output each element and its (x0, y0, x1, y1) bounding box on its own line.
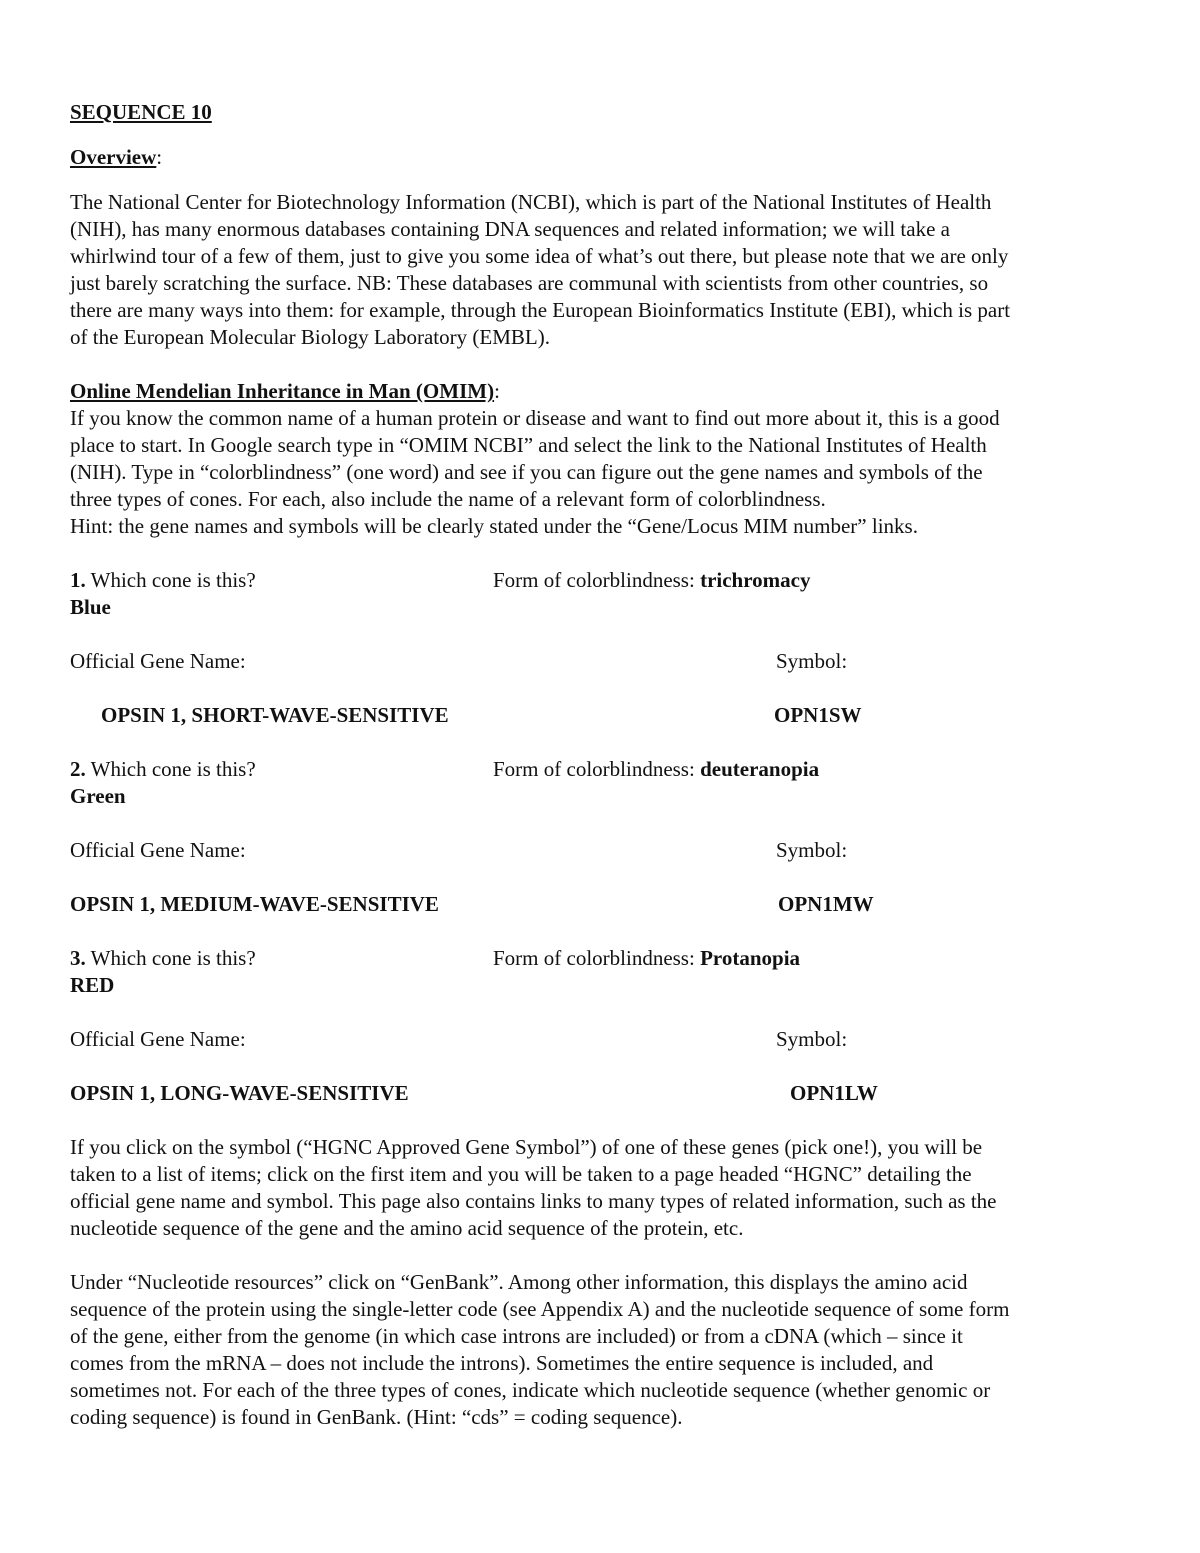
gene-name-label: Official Gene Name: (70, 838, 246, 862)
question-number: 2. (70, 757, 86, 781)
question-prompt (70, 567, 256, 594)
overview-line: (NIH), has many enormous databases containing DNA sequences and related information; we will take a (70, 217, 950, 241)
colorblindness-field (493, 945, 800, 972)
genbank-paragraph (70, 1269, 1135, 1431)
overview-line: whirlwind tour of a few of them, just to give you some idea of what’s out there, but please note that we are only (70, 244, 1009, 268)
question-number: 3. (70, 946, 86, 970)
genbank-line: comes from the mRNA – does not include the introns). Sometimes the entire sequence is included, and (70, 1351, 934, 1375)
hgnc-line: taken to a list of items; click on the first item and you will be taken to a page headed “HGNC” detailing the (70, 1162, 972, 1186)
question-row (70, 945, 1135, 972)
symbol-label: Symbol: (776, 838, 848, 862)
overview-paragraph (70, 189, 1135, 351)
overview-line: there are many ways into them: for example, through the European Bioinformatics Institute (EBI), which is part (70, 298, 1011, 322)
question-number: 1. (70, 568, 86, 592)
gene-answer-row (70, 891, 1135, 918)
omim-heading (70, 378, 1135, 405)
colorblindness-answer: trichromacy (700, 568, 811, 592)
gene-answer-row (70, 702, 1135, 729)
colorblindness-label: Form of colorblindness: (493, 757, 701, 781)
question-row (70, 756, 1135, 783)
gene-label-row (70, 648, 1135, 675)
gene-label-row (70, 1026, 1135, 1053)
colorblindness-label: Form of colorblindness: (493, 568, 701, 592)
genbank-line: Under “Nucleotide resources” click on “GenBank”. Among other information, this displays the amino acid (70, 1270, 968, 1294)
omim-line: place to start. In Google search type in “OMIM NCBI” and select the link to the National Institutes of Health (70, 433, 987, 457)
question-prompt (70, 945, 256, 972)
cone-answer: RED (70, 973, 115, 997)
colorblindness-answer: deuteranopia (700, 757, 820, 781)
overview-heading (70, 144, 1135, 171)
gene-name-answer: OPSIN 1, LONG-WAVE-SENSITIVE (70, 1081, 409, 1105)
omim-line: If you know the common name of a human protein or disease and want to find out more about it, this is a good (70, 406, 1000, 430)
hgnc-line: If you click on the symbol (“HGNC Approved Gene Symbol”) of one of these genes (pick one!), you will be (70, 1135, 983, 1159)
symbol-label: Symbol: (776, 1027, 848, 1051)
genbank-line: of the gene, either from the genome (in which case introns are included) or from a cDNA (which – since it (70, 1324, 963, 1348)
overview-line: just barely scratching the surface. NB: These databases are communal with scientists from other countries, so (70, 271, 989, 295)
omim-line: Hint: the gene names and symbols will be clearly stated under the “Gene/Locus MIM number” links. (70, 514, 918, 538)
cone-answer: Blue (70, 595, 111, 619)
gene-name-label: Official Gene Name: (70, 649, 246, 673)
document-title: SEQUENCE 10 (70, 100, 212, 124)
gene-name-answer: OPSIN 1, SHORT-WAVE-SENSITIVE (101, 703, 449, 727)
overview-heading-text: Overview (70, 145, 157, 169)
colorblindness-label: Form of colorblindness: (493, 946, 701, 970)
omim-heading-colon: : (494, 379, 500, 403)
question-3 (70, 945, 1135, 1134)
question-text: Which cone is this? (85, 946, 256, 970)
overview-line: The National Center for Biotechnology Information (NCBI), which is part of the National Institutes of Health (70, 190, 992, 214)
gene-symbol-answer: OPN1SW (774, 703, 862, 727)
overview-line: of the European Molecular Biology Laboratory (EMBL). (70, 325, 550, 349)
genbank-line: coding sequence) is found in GenBank. (Hint: “cds” = coding sequence). (70, 1405, 683, 1429)
colorblindness-field (493, 756, 819, 783)
gene-name-answer: OPSIN 1, MEDIUM-WAVE-SENSITIVE (70, 892, 439, 916)
question-1 (70, 567, 1135, 756)
gene-name-label: Official Gene Name: (70, 1027, 246, 1051)
omim-paragraph (70, 405, 1135, 540)
hgnc-line: official gene name and symbol. This page also contains links to many types of related information, such as the (70, 1189, 997, 1213)
colorblindness-field (493, 567, 810, 594)
question-2 (70, 756, 1135, 945)
document-page (70, 99, 1135, 1431)
symbol-label: Symbol: (776, 649, 848, 673)
gene-symbol-answer: OPN1MW (778, 892, 874, 916)
genbank-line: sequence of the protein using the single-letter code (see Appendix A) and the nucleotide sequence of some form (70, 1297, 1010, 1321)
gene-answer-row (70, 1080, 1135, 1107)
question-prompt (70, 756, 256, 783)
overview-heading-colon: : (156, 145, 163, 169)
hgnc-paragraph (70, 1134, 1135, 1242)
omim-line: three types of cones. For each, also include the name of a relevant form of colorblindness. (70, 487, 826, 511)
omim-line: (NIH). Type in “colorblindness” (one word) and see if you can figure out the gene names and symbols of the (70, 460, 983, 484)
hgnc-line: nucleotide sequence of the gene and the amino acid sequence of the protein, etc. (70, 1216, 744, 1240)
gene-label-row (70, 837, 1135, 864)
colorblindness-answer: Protanopia (700, 946, 801, 970)
genbank-line: sometimes not. For each of the three types of cones, indicate which nucleotide sequence (whether genomic or (70, 1378, 991, 1402)
question-text: Which cone is this? (85, 568, 256, 592)
question-row (70, 567, 1135, 594)
cone-answer: Green (70, 784, 126, 808)
gene-symbol-answer: OPN1LW (790, 1081, 878, 1105)
question-text: Which cone is this? (85, 757, 256, 781)
omim-heading-text: Online Mendelian Inheritance in Man (OMIM) (70, 379, 495, 403)
